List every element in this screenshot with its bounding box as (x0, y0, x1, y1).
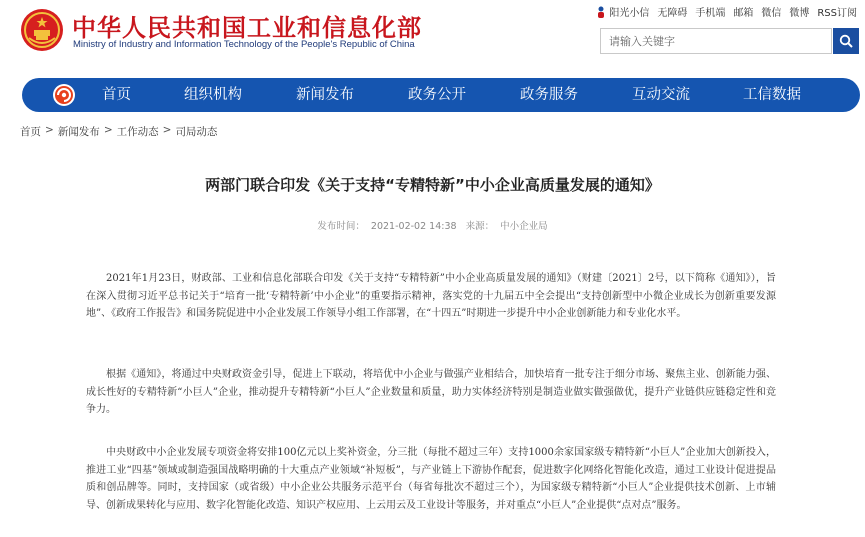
breadcrumb-department-news[interactable]: 司局动态 (175, 126, 218, 138)
top-links (596, 4, 857, 19)
search-box (600, 28, 858, 54)
source-label: 来源： (465, 221, 495, 232)
source: 中小企业局 (500, 221, 548, 232)
accessibility-label: 无障碍 (657, 8, 688, 19)
publish-time-label: 发布时间： (317, 221, 365, 232)
accessibility-link[interactable] (657, 4, 687, 19)
wechat-link[interactable] (761, 4, 781, 19)
national-emblem-icon (20, 8, 64, 52)
ministry-logo-icon[interactable] (52, 83, 76, 107)
nav-organization[interactable]: 组织机构 (184, 87, 242, 103)
search-input[interactable] (600, 28, 832, 54)
mail-label: 邮箱 (733, 8, 754, 19)
site-title[interactable]: 中华人民共和国工业和信息化部 (72, 14, 422, 42)
breadcrumb-home[interactable]: 首页 (20, 126, 41, 138)
weibo-label: 微博 (789, 8, 810, 19)
article-paragraph: 中央财政中小企业发展专项资金将安排100亿元以上奖补资金，分三批（每批不超过三年）支持1000余家国家级专精特新“小巨人”企业加大创新投入，推进工业“四基”领域或制造强国战略明确的十大重点产业领域“补短板”，与产业链上下游协作配套，促进数字化网络化智能化改造，通过工业设计促进提品质和创品牌等。同时，支持国家（或省级）中小企业公共服务示范平台（每省每批次不超过三个），为国家级专精特新“小巨人”企业提供技术创新、上市辅导、创新成果转化与应用、数字化智能化改造、知识产权应用、上云用云及工业设计等服务，并对重点“小巨人”企业提供“点对点”服务。 (86, 447, 776, 511)
article-meta (0, 218, 865, 232)
breadcrumb-separator: > (103, 124, 113, 136)
article-paragraph: 2021年1月23日，财政部、工业和信息化部联合印发《关于支持“专精特新”中小企业高质量发展的通知》（财建〔2021〕2号，以下简称《通知》），旨在深入贯彻习近平总书记关于“培育一批‘专精特新’中小企业”的重要指示精神，落实党的十九届五中全会提出“支持创新型中小微企业成长为创新重要发源地”、《政府工作报告》和国务院促进中小企业发展工作领导小组工作部署，在“十四五”时期进一步提升中小企业创新能力和专业化水平。 (86, 273, 776, 319)
mobile-link[interactable] (695, 4, 725, 19)
nav-government-affairs[interactable]: 政务公开 (408, 87, 466, 103)
nav-home[interactable]: 首页 (102, 87, 131, 103)
mail-link[interactable] (733, 4, 753, 19)
breadcrumb-separator: > (45, 124, 54, 136)
search-icon (839, 34, 853, 48)
article-paragraph: 根据《通知》，将通过中央财政资金引导，促进上下联动，将培优中小企业与做强产业相结合，加快培育一批专注于细分市场、聚焦主业、创新能力强、成长性好的专精特新“小巨人”企业，推动提升专精特新“小巨人”企业数量和质量，助力实体经济特别是制造业做实做强做优，提升产业链供应链稳定性和竞争力。 (86, 369, 776, 415)
rss-link[interactable] (817, 4, 857, 19)
sunshine-link[interactable] (596, 4, 649, 19)
weibo-link[interactable] (789, 4, 809, 19)
nav-news[interactable]: 新闻发布 (296, 87, 354, 103)
rss-label: RSS订阅 (817, 8, 857, 19)
article-title: 两部门联合印发《关于支持“专精特新”中小企业高质量发展的通知》 (205, 176, 660, 194)
person-icon (596, 6, 606, 18)
nav-interaction[interactable]: 互动交流 (632, 87, 690, 103)
wechat-label: 微信 (761, 8, 782, 19)
site-header (0, 0, 865, 72)
breadcrumb-separator: > (162, 124, 172, 136)
breadcrumb (20, 124, 217, 139)
sunshine-label: 阳光小信 (609, 8, 650, 19)
breadcrumb-news[interactable]: 新闻发布 (57, 126, 100, 138)
nav-government-services[interactable]: 政务服务 (520, 87, 578, 103)
main-nav (22, 78, 860, 112)
publish-time: 2021-02-02 14:38 (370, 221, 457, 232)
mobile-label: 手机端 (695, 8, 726, 19)
breadcrumb-work-news[interactable]: 工作动态 (116, 126, 159, 138)
nav-data[interactable]: 工信数据 (743, 87, 801, 103)
site-subtitle: Ministry of Industry and Information Technology of the People's Republic of China (73, 39, 415, 50)
search-button[interactable] (833, 28, 859, 54)
